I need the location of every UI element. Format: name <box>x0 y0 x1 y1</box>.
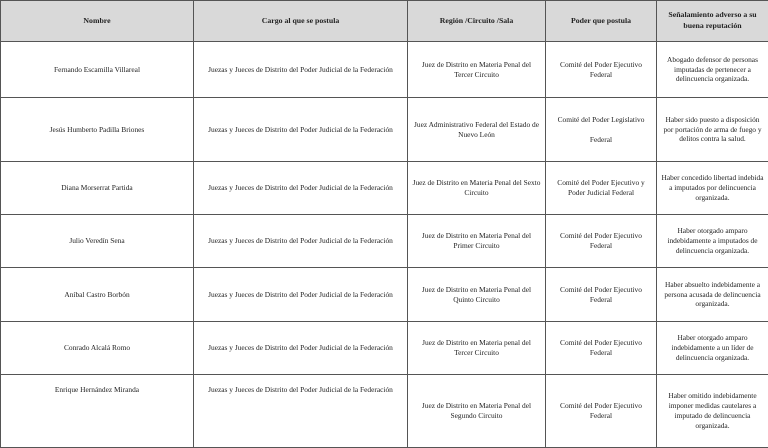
table-row <box>1 268 768 322</box>
cell-region: Juez Administrativo Federal del Estado de Nuevo León <box>408 98 546 162</box>
cell-region: Juez de Distrito en Materia Penal del Sexto Circuito <box>408 162 546 215</box>
cell-nombre: Conrado Alcalá Romo <box>1 322 194 375</box>
header-nombre: Nombre <box>1 1 194 42</box>
cell-cargo: Juezas y Jueces de Distrito del Poder Judicial de la Federación <box>194 42 408 98</box>
cell-senalamiento: Haber omitido indebidamente imponer medidas cautelares a imputado de delincuencia organizada. <box>657 375 768 448</box>
cell-nombre: Enrique Hernández Miranda <box>1 375 194 448</box>
cell-poder: Comité del Poder Ejecutivo y Poder Judicial Federal <box>546 162 657 215</box>
cell-poder: Comité del Poder Ejecutivo Federal <box>546 268 657 322</box>
header-cargo: Cargo al que se postula <box>194 1 408 42</box>
table-row <box>1 42 768 98</box>
cell-cargo: Juezas y Jueces de Distrito del Poder Judicial de la Federación <box>194 162 408 215</box>
cell-senalamiento: Abogado defensor de personas imputadas de pertenecer a delincuencia organizada. <box>657 42 768 98</box>
cell-region: Juez de Distrito en Materia Penal del Segundo Circuito <box>408 375 546 448</box>
cell-region: Juez de Distrito en Materia penal del Tercer Circuito <box>408 322 546 375</box>
table-row <box>1 322 768 375</box>
cell-nombre: Diana Morserrat Partida <box>1 162 194 215</box>
header-row <box>1 1 768 42</box>
cell-senalamiento: Haber concedido libertad indebida a imputados por delincuencia organizada. <box>657 162 768 215</box>
header-senalamiento: Señalamiento adverso a su buena reputación <box>657 1 768 42</box>
cell-senalamiento: Haber sido puesto a disposición por portación de arma de fuego y delitos contra la salud. <box>657 98 768 162</box>
cell-cargo: Juezas y Jueces de Distrito del Poder Judicial de la Federación <box>194 215 408 268</box>
cell-senalamiento: Haber absuelto indebidamente a persona acusada de delincuencia organizada. <box>657 268 768 322</box>
table-row <box>1 98 768 162</box>
cell-senalamiento: Haber otorgado amparo indebidamente a imputados de delincuencia organizada. <box>657 215 768 268</box>
cell-cargo: Juezas y Jueces de Distrito del Poder Judicial de la Federación <box>194 375 408 448</box>
cell-nombre: Jesús Humberto Padilla Briones <box>1 98 194 162</box>
table-row <box>1 162 768 215</box>
cell-poder: Comité del Poder Ejecutivo Federal <box>546 322 657 375</box>
cell-nombre: Julio Veredín Sena <box>1 215 194 268</box>
cell-cargo: Juezas y Jueces de Distrito del Poder Judicial de la Federación <box>194 98 408 162</box>
cell-poder: Comité del Poder Ejecutivo Federal <box>546 375 657 448</box>
table-row <box>1 215 768 268</box>
cell-poder: Comité del Poder Ejecutivo Federal <box>546 42 657 98</box>
cell-cargo: Juezas y Jueces de Distrito del Poder Judicial de la Federación <box>194 322 408 375</box>
cell-nombre: Aníbal Castro Borbón <box>1 268 194 322</box>
cell-nombre: Fernando Escamilla Villareal <box>1 42 194 98</box>
cell-region: Juez de Distrito en Materia Penal del Primer Circuito <box>408 215 546 268</box>
cell-region: Juez de Distrito en Materia Penal del Tercer Circuito <box>408 42 546 98</box>
cell-region: Juez de Distrito en Materia Penal del Quinto Circuito <box>408 268 546 322</box>
cell-poder: Comité del Poder Ejecutivo Federal <box>546 215 657 268</box>
cell-cargo: Juezas y Jueces de Distrito del Poder Judicial de la Federación <box>194 268 408 322</box>
cell-senalamiento: Haber otorgado amparo indebidamente a un líder de delincuencia organizada. <box>657 322 768 375</box>
header-poder: Poder que postula <box>546 1 657 42</box>
table-row <box>1 375 768 448</box>
cell-poder: Comité del Poder Legislativo Federal <box>546 98 657 162</box>
header-region: Región /Circuito /Sala <box>408 1 546 42</box>
